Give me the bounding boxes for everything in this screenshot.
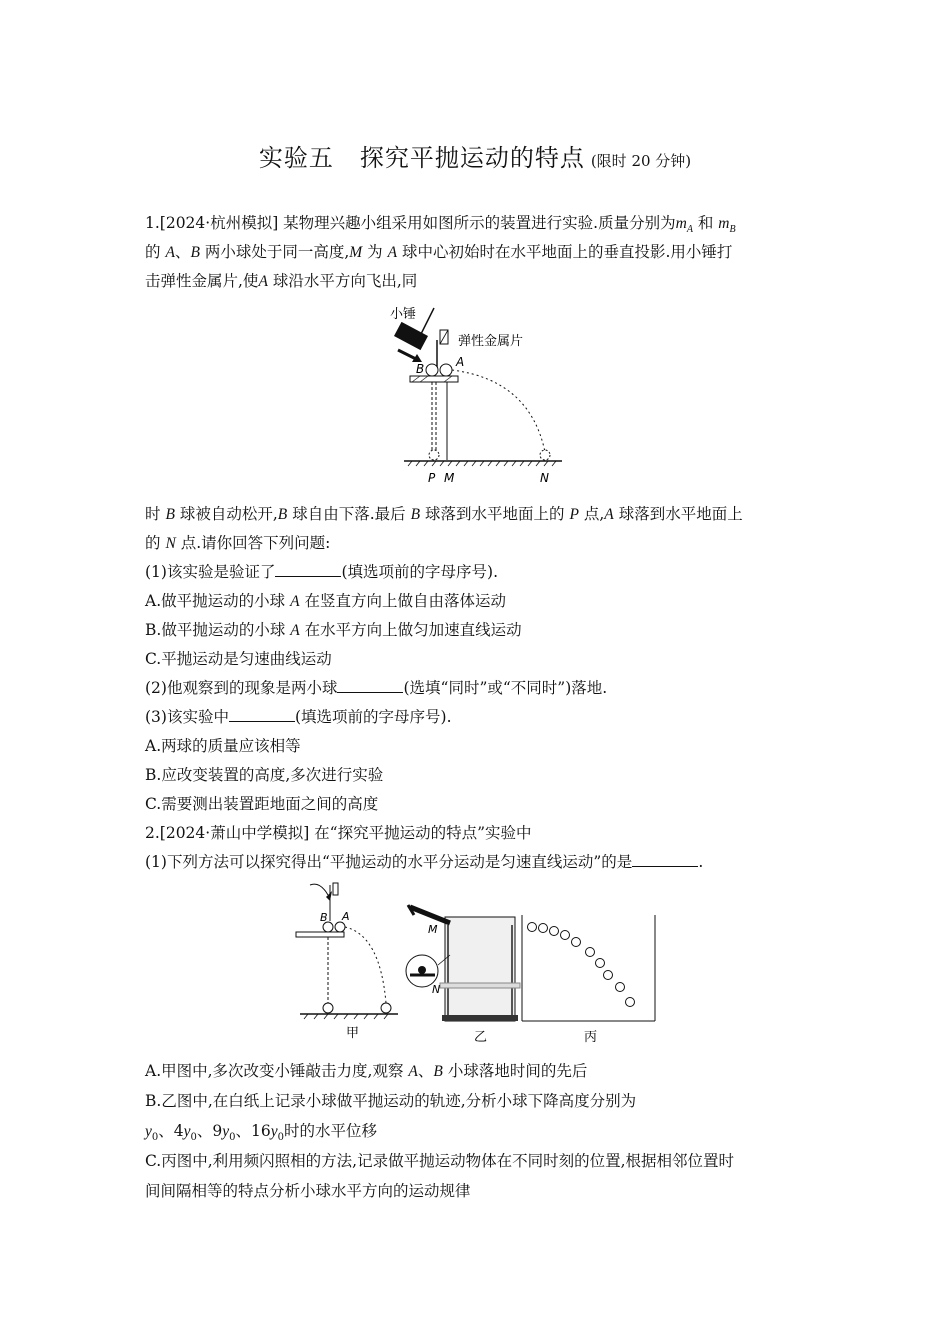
- q2-option-c-line2: 间间隔相等的特点分析小球水平方向的运动规律: [145, 1182, 471, 1200]
- q1-intro-line2: 的 A、B 两小球处于同一高度,M 为 A 球中心初始时在水平地面上的垂直投影.用小锤打: [145, 243, 733, 261]
- svg-text:M: M: [428, 923, 438, 936]
- q1-part1: (1)该实验是验证了 (填选项前的字母序号).: [145, 563, 498, 581]
- svg-text:乙: 乙: [474, 1030, 488, 1045]
- q2-option-b-cont: $y_0$、$4y_0$、$9y_0$、$16y_0$时的水平位移: [145, 1122, 378, 1144]
- q1-apparatus-figure: [390, 300, 570, 490]
- figure-yi: [406, 905, 520, 1045]
- answer-blank: [275, 562, 341, 577]
- svg-text:A: A: [342, 910, 350, 923]
- q2-option-b: B.乙图中,在白纸上记录小球做平抛运动的轨迹,分析小球下降高度分别为: [145, 1092, 637, 1110]
- q1-part3-option-c: C.需要测出装置距地面之间的高度: [145, 795, 379, 813]
- svg-text:N: N: [432, 983, 441, 996]
- q1-part1-option-c: C.平抛运动是匀速曲线运动: [145, 650, 332, 668]
- q1-continue-line1: 时 B 球被自动松开,B 球自由下落.最后 B 球落到水平地面上的 P 点,A 球落到水平地面上: [145, 505, 743, 523]
- figure-bing: [522, 915, 655, 1045]
- title-main: 实验五: [258, 144, 334, 172]
- svg-text:A: A: [456, 355, 465, 369]
- page-title: [0, 138, 950, 173]
- q2-part1: (1)下列方法可以探究得出“平抛运动的水平分运动是匀速直线运动”的是 .: [145, 853, 704, 871]
- hammer-icon: [394, 322, 428, 350]
- q2-option-a: A.甲图中,多次改变小锤敲击力度,观察 A、B 小球落地时间的先后: [145, 1062, 588, 1080]
- svg-text:M: M: [444, 471, 455, 485]
- svg-text:B: B: [320, 911, 328, 924]
- answer-blank: [632, 852, 698, 867]
- q2-intro: 2.[2024·萧山中学模拟] 在“探究平抛运动的特点”实验中: [145, 824, 532, 842]
- answer-blank: [229, 707, 295, 722]
- figure-jia: [296, 883, 398, 1041]
- q1-part2: (2)他观察到的现象是两小球 (选填“同时”或“不同时”)落地.: [145, 679, 608, 697]
- q1-intro-line1: 1.[2024·杭州模拟] 某物理兴趣小组采用如图所示的装置进行实验.质量分别为$m_A$ 和 $m_B$: [145, 214, 736, 236]
- title-topic: 探究平抛运动的特点: [359, 144, 585, 172]
- svg-text:P: P: [428, 471, 436, 485]
- q1-part3: (3)该实验中 (填选项前的字母序号).: [145, 708, 452, 726]
- q1-continue-line2: 的 N 点.请你回答下列问题:: [145, 534, 331, 552]
- q1-part3-option-a: A.两球的质量应该相等: [145, 737, 301, 755]
- svg-text:甲: 甲: [346, 1026, 360, 1041]
- svg-text:B: B: [416, 362, 425, 376]
- svg-text:N: N: [540, 471, 549, 485]
- q1-intro-line3: 击弹性金属片,使A 球沿水平方向飞出,同: [145, 272, 418, 290]
- q2-option-c-line1: C.丙图中,利用频闪照相的方法,记录做平抛运动物体在不同时刻的位置,根据相邻位置时: [145, 1152, 735, 1170]
- hammer-label: 小锤: [390, 307, 417, 322]
- answer-blank: [337, 678, 403, 693]
- q1-part1-option-b: B.做平抛运动的小球 A 在水平方向上做匀加速直线运动: [145, 621, 522, 639]
- plate-label: 弹性金属片: [458, 334, 524, 349]
- q1-part1-option-a: A.做平抛运动的小球 A 在竖直方向上做自由落体运动: [145, 592, 506, 610]
- q1-part3-option-b: B.应改变装置的高度,多次进行实验: [145, 766, 384, 784]
- title-time-limit: (限时 20 分钟): [590, 152, 692, 170]
- svg-text:丙: 丙: [584, 1030, 598, 1045]
- q2-figures: [290, 875, 670, 1050]
